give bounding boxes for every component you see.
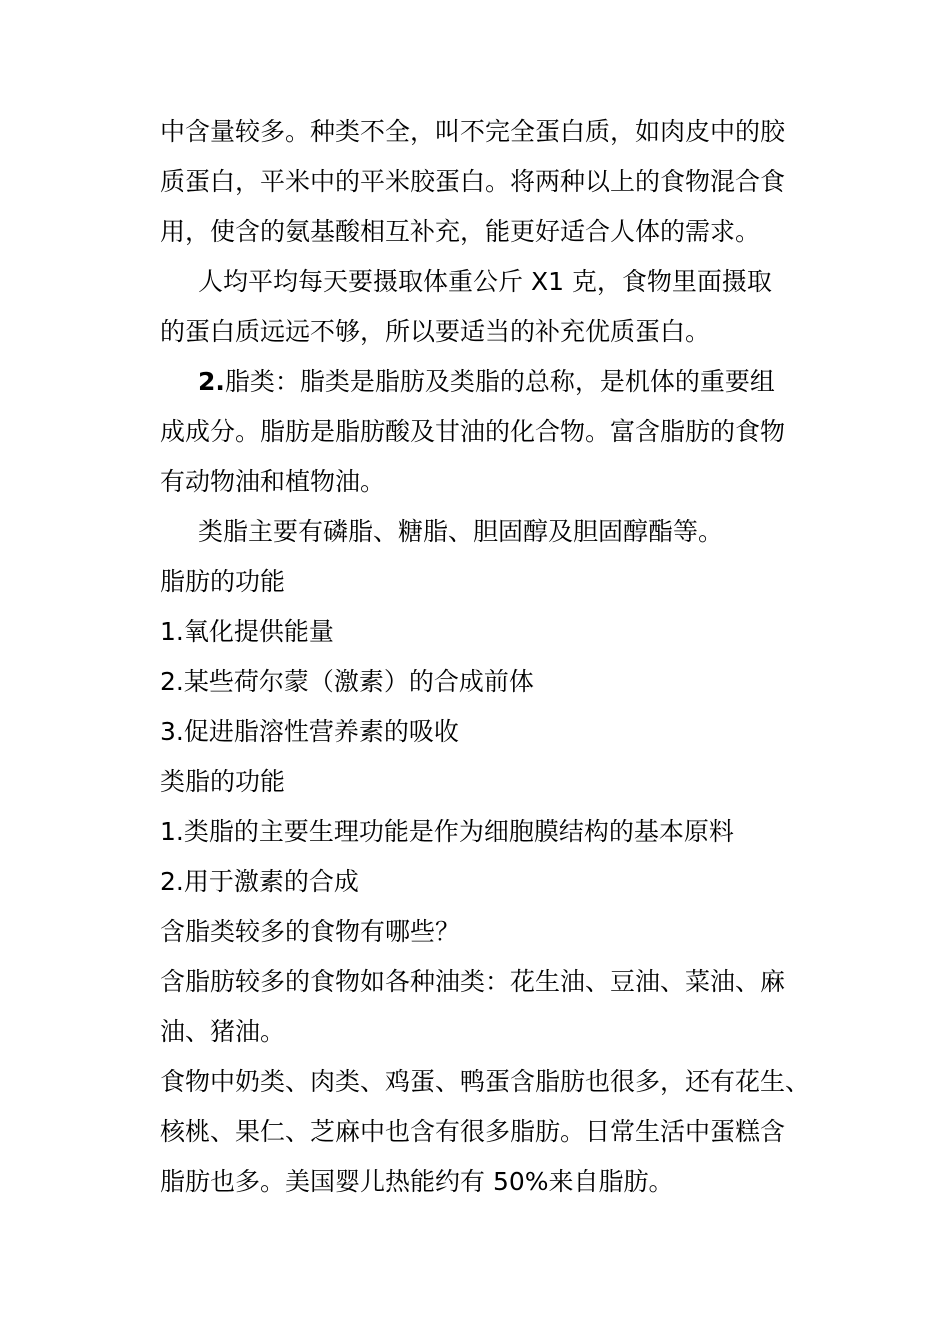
document-page	[160, 107, 811, 1207]
list-item: 1.氧化提供能量	[160, 617, 334, 646]
paragraph-line: 中含量较多。种类不全，叫不完全蛋白质，如肉皮中的胶	[160, 117, 786, 146]
list-item: 2.某些荷尔蒙（激素）的合成前体	[160, 667, 534, 696]
paragraph-line: 类脂主要有磷脂、糖脂、胆固醇及胆固醇酯等。	[198, 517, 724, 546]
paragraph-line: 食物中奶类、肉类、鸡蛋、鸭蛋含脂肪也很多，还有花生、	[160, 1067, 811, 1096]
subheading: 含脂类较多的食物有哪些？	[160, 917, 461, 946]
list-item: 1.类脂的主要生理功能是作为细胞膜结构的基本原料	[160, 817, 734, 846]
paragraph-line: 有动物油和植物油。	[160, 467, 386, 496]
paragraph-line: 用，使含的氨基酸相互补充，能更好适合人体的需求。	[160, 217, 761, 246]
subheading: 类脂的功能	[160, 767, 286, 796]
paragraph-line: 核桃、果仁、芝麻中也含有很多脂肪。日常生活中蛋糕含	[160, 1117, 786, 1146]
paragraph-line: 质蛋白，平米中的平米胶蛋白。将两种以上的食物混合食	[160, 167, 786, 196]
paragraph-line: 油、猪油。	[160, 1017, 286, 1046]
list-item: 3.促进脂溶性营养素的吸收	[160, 717, 459, 746]
section-heading-line	[160, 357, 800, 407]
list-item: 2.用于激素的合成	[160, 867, 359, 896]
subheading: 脂肪的功能	[160, 567, 286, 596]
paragraph-line: 脂肪也多。美国婴儿热能约有 50%来自脂肪。	[160, 1167, 674, 1196]
section-text: 脂类：脂类是脂肪及类脂的总称，是机体的重要组	[224, 367, 775, 396]
paragraph-line: 含脂肪较多的食物如各种油类：花生油、豆油、菜油、麻	[160, 967, 786, 996]
paragraph-line: 的蛋白质远远不够，所以要适当的补充优质蛋白。	[160, 317, 711, 346]
section-number: 2.	[198, 367, 225, 396]
paragraph-line: 人均平均每天要摄取体重公斤 X1 克，食物里面摄取	[198, 267, 772, 296]
paragraph-line: 成成分。脂肪是脂肪酸及甘油的化合物。富含脂肪的食物	[160, 417, 786, 446]
